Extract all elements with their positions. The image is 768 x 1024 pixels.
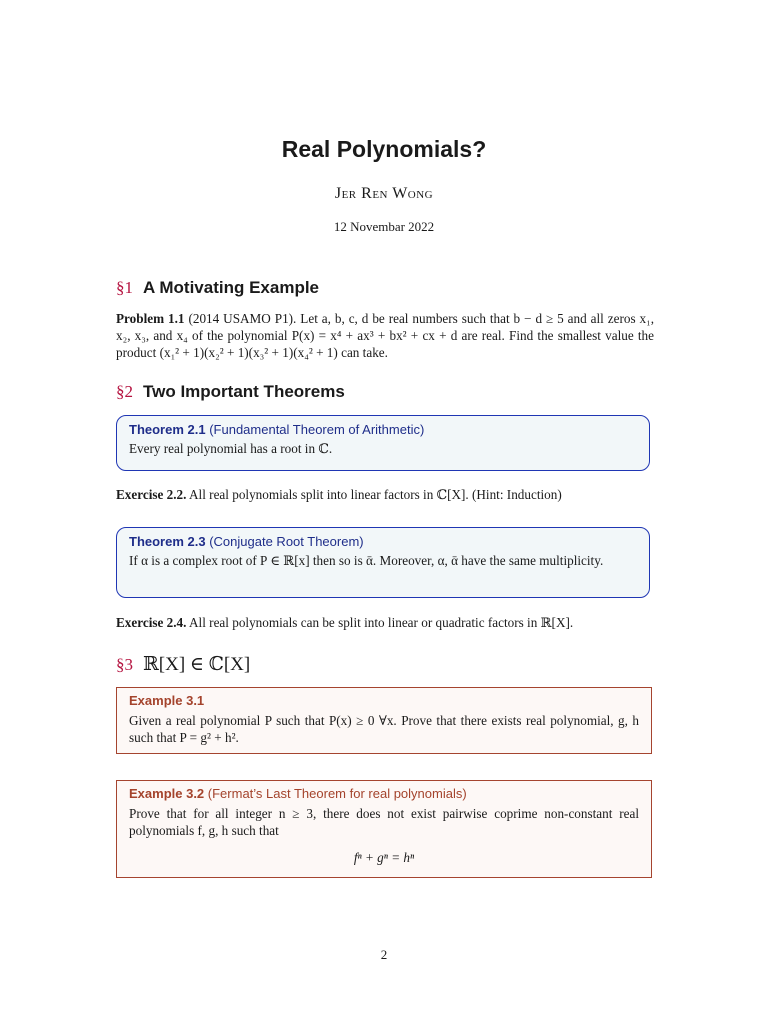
exercise-body: All real polynomials can be split into linear or quadratic factors in ℝ[X]. [189,615,574,630]
example-heading [129,693,639,708]
theorem-label: Theorem 2.1 [129,422,206,437]
theorem-heading [129,422,637,437]
exercise-body: All real polynomials split into linear factors in ℂ[X]. (Hint: Induction) [189,487,562,502]
exercise-label: Exercise 2.4. [116,615,187,630]
author-name: Jer Ren Wong [334,185,434,202]
section-2-heading [116,382,345,402]
section-1-heading [116,278,319,298]
display-equation: fⁿ + gⁿ = hⁿ [353,850,415,865]
example-label: Example 3.2 [129,786,205,801]
theorem-body: Every real polynomial has a root in ℂ. [129,441,333,456]
section-title: ℝ[X] ∈ ℂ[X] [143,654,251,675]
section-title: A Motivating Example [143,278,320,297]
exercise-2-2 [116,486,654,503]
section-title: Two Important Theorems [143,382,345,401]
example-name: (Fermat’s Last Theorem for real polynomials) [207,786,467,801]
theorem-body: If α is a complex root of P ∈ ℝ[x] then so is ᾱ. Moreover, α, ᾱ have the same multiplicity. [129,553,604,568]
page-number: 2 [380,947,388,962]
exercise-label: Exercise 2.2. [116,487,187,502]
theorem-label: Theorem 2.3 [129,534,206,549]
theorem-name: (Conjugate Root Theorem) [209,534,364,549]
theorem-2-1-box [116,415,650,471]
example-3-2-box [116,780,652,878]
problem-text-a: Let a, b, c, d be real numbers such that b − d ≥ 5 and [300,311,587,326]
problem-source: (2014 USAMO P1). [188,311,297,326]
section-3-heading [116,653,250,676]
document-title: Real Polynomials? [281,136,487,162]
problem-1-1 [116,310,654,361]
example-3-1-box [116,687,652,754]
example-body: Given a real polynomial P such that P(x) ≥ 0 ∀x. Prove that there exists real polynomial, g, h such that P = g² + h². [129,713,639,745]
theorem-2-3-box [116,527,650,598]
problem-text-b: all zeros x₁, x₂, x₃, and x₄ of the polynomial P(x) = x⁴ + ax³ + bx² + cx + d are real. [116,311,655,343]
problem-label: Problem 1.1 [116,311,185,326]
section-number: §3 [116,655,133,674]
example-heading [129,786,639,801]
section-number: §2 [116,382,133,401]
section-number: §1 [116,278,133,297]
example-label: Example 3.1 [129,693,205,708]
problem-text-c: Find the smallest value the product (x₁² + 1)(x₂² + 1)(x₃² + 1)(x₄² + 1) can take. [116,328,654,360]
theorem-heading [129,534,637,549]
example-text: Prove that for all integer n ≥ 3, there does not exist pairwise coprime non-constant real polynomials f, g, h such that [129,806,639,838]
exercise-2-4 [116,614,654,631]
document-date: 12 Novembar 2022 [333,219,435,234]
example-body [129,805,639,866]
theorem-name: (Fundamental Theorem of Arithmetic) [209,422,425,437]
